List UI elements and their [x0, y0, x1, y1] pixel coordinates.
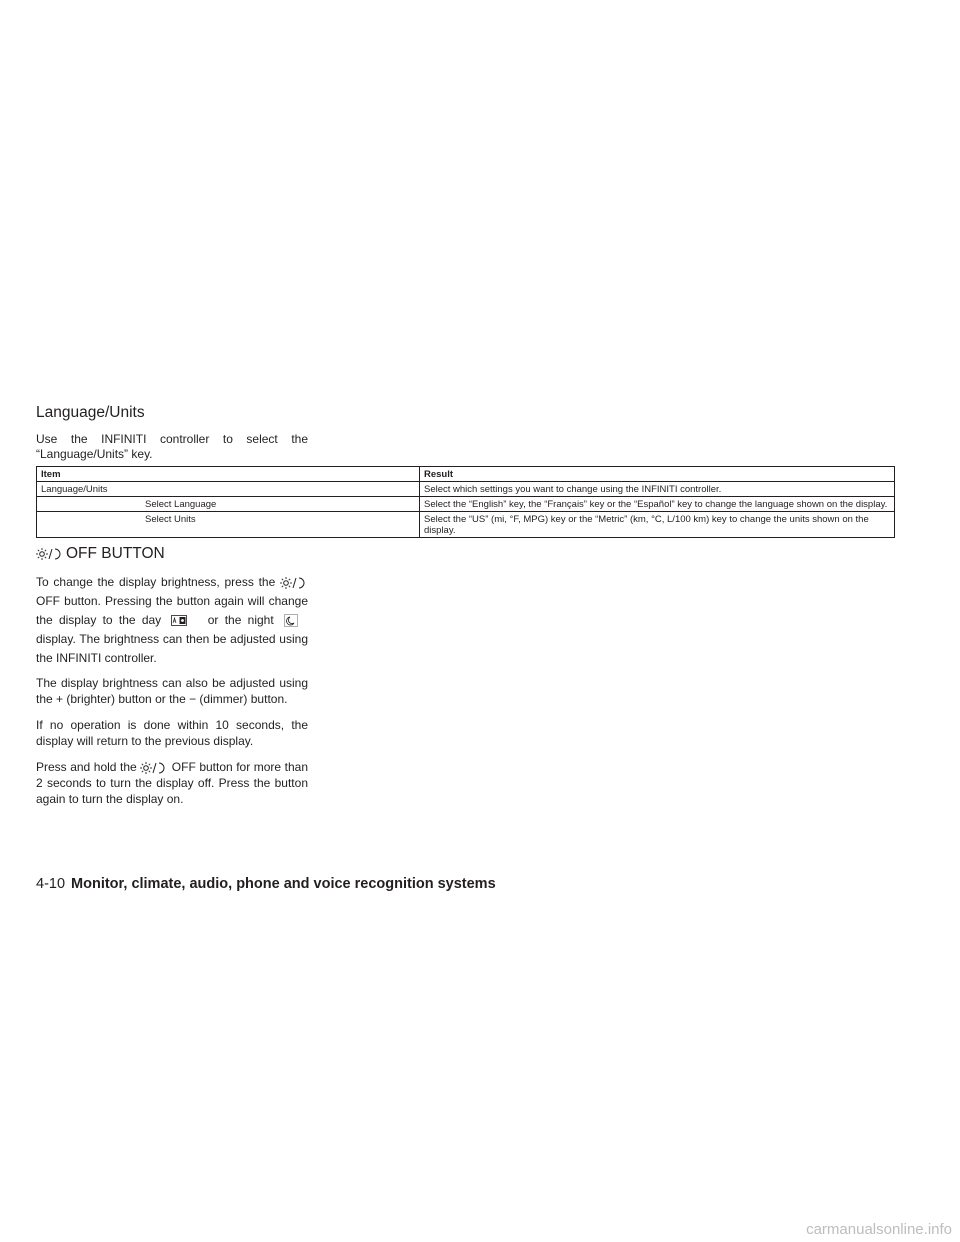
paragraph-brightness [36, 573, 308, 668]
chapter-title: Monitor, climate, audio, phone and voice recognition systems [71, 876, 496, 892]
page-footer [36, 876, 496, 892]
table-row [37, 497, 895, 512]
p4-text-a: Press and hold the [36, 760, 137, 774]
table-row [37, 482, 895, 497]
paragraph-display-off [36, 759, 308, 807]
table-header-item: Item [37, 467, 420, 482]
section-heading-off-button [36, 545, 165, 563]
table-cell-item: Language/Units [37, 482, 420, 497]
brightness-off-icon [280, 576, 308, 590]
section-heading-language-units: Language/Units [36, 404, 145, 421]
paragraph-buttons: The display brightness can also be adjusted using the + (brighter) button or the − (dimmer) button. [36, 676, 308, 706]
table-row [37, 512, 895, 538]
p1-text-b: OFF button. Pressing the button again will change the display to the day [36, 594, 308, 627]
table-cell-result: Select the “English” key, the “Français” key or the “Español” key to change the language shown on the display. [420, 497, 895, 512]
intro-paragraph: Use the INFINITI controller to select the “Language/Units” key. [36, 432, 308, 461]
settings-table [36, 466, 895, 538]
p1-text-a: To change the display brightness, press the [36, 575, 276, 589]
p4-text-b: OFF button for more than 2 seconds to turn the display off. Press the button again to turn the display on. [36, 760, 308, 806]
p1-text-c: or the night [207, 613, 274, 627]
table-cell-item: Select Language [37, 497, 420, 512]
p1-text-d: display. The brightness can then be adjusted using the INFINITI controller. [36, 632, 308, 665]
paragraph-timeout: If no operation is done within 10 seconds, the display will return to the previous display. [36, 718, 308, 748]
table-cell-result: Select the “US” (mi, °F, MPG) key or the “Metric” (km, °C, L/100 km) key to change the units shown on the display. [420, 512, 895, 538]
watermark: carmanualsonline.info [806, 1221, 952, 1238]
table-cell-item: Select Units [37, 512, 420, 538]
page-number: 4-10 [36, 876, 66, 892]
day-display-icon [171, 615, 187, 626]
brightness-off-icon [140, 761, 168, 775]
table-cell-result: Select which settings you want to change using the INFINITI controller. [420, 482, 895, 497]
brightness-off-icon [36, 547, 64, 561]
table-header-row [37, 467, 895, 482]
off-button-heading-text: OFF BUTTON [66, 545, 165, 562]
off-button-body [36, 573, 308, 817]
table-header-result: Result [420, 467, 895, 482]
night-display-icon [284, 614, 298, 627]
